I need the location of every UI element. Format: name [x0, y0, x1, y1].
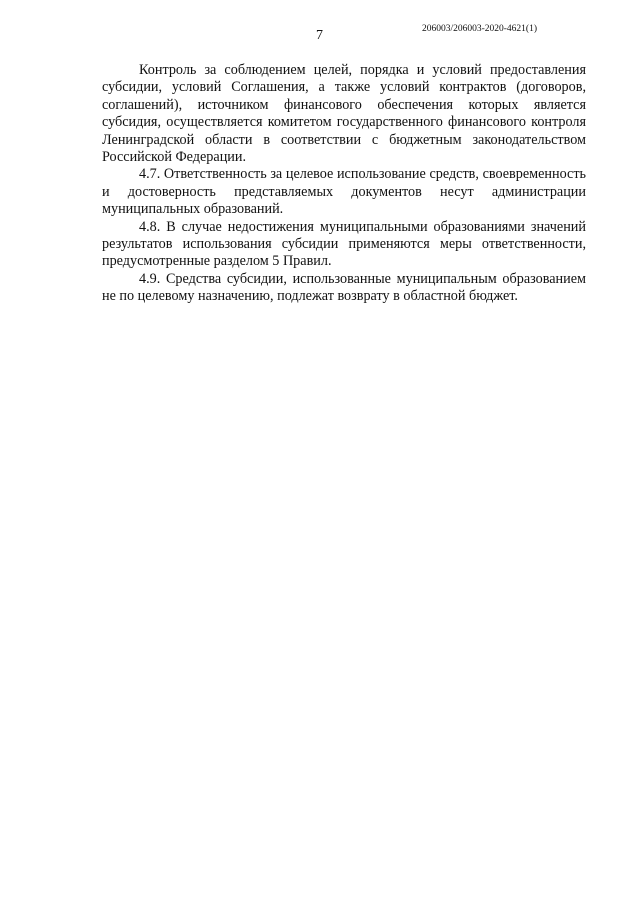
- paragraph-4-8: 4.8. В случае недостижения муниципальными образованиями значений результатов использования субсидии применяются меры ответственности, предусмотренные разделом 5 Правил.: [102, 218, 586, 270]
- document-body: [102, 62, 586, 306]
- paragraph-4-9: 4.9. Средства субсидии, использованные муниципальным образованием не по целевому назначению, подлежат возврату в областной бюджет.: [102, 270, 586, 305]
- paragraph-control: Контроль за соблюдением целей, порядка и условий предоставления субсидии, условий Соглашения, а также условий контрактов (договоров, соглашений), источником финансового обеспечения которых является субсидия, осуществляется комитетом государственного финансового контроля Ленинградской области в соответствии с бюджетным законодательством Российской Федерации.: [102, 62, 586, 166]
- paragraph-4-7: 4.7. Ответственность за целевое использование средств, своевременность и достоверность представляемых документов несут администрации муниципальных образований.: [102, 166, 586, 218]
- document-code: 206003/206003-2020-4621(1): [421, 24, 537, 34]
- page-number: 7: [316, 28, 323, 43]
